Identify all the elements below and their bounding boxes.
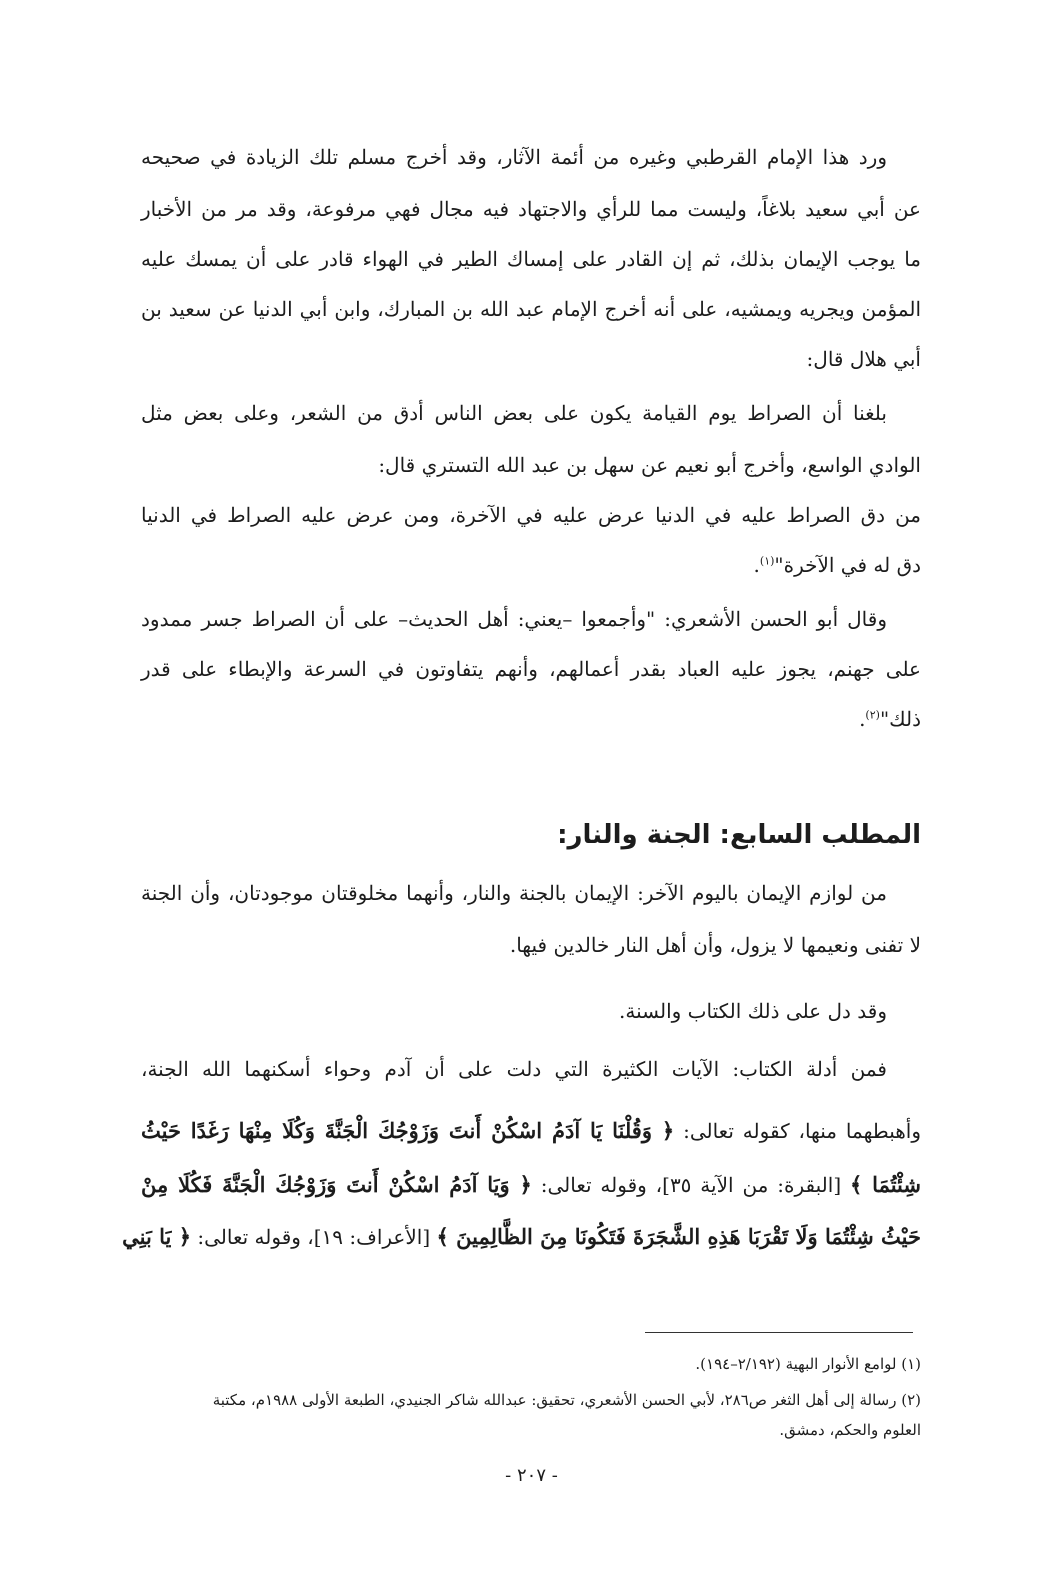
body-line: [122, 1222, 921, 1252]
quran-verse: ﴿ وَيَا آدَمُ اسْكُنْ أَنتَ وَزَوْجُكَ الْجَنَّةَ فَكُلَا مِنْ: [141, 1172, 532, 1197]
quote-text: دق له في الآخرة": [774, 553, 921, 577]
footnote-2: (٢) رسالة إلى أهل الثغر ص٢٨٦، لأبي الحسن الأشعري، تحقيق: عبدالله شاكر الجنيدي، الطبعة الأولى ١٩٨٨م، مكتبة: [212, 1391, 921, 1409]
body-line: [141, 704, 921, 734]
body-line: لا تفنى ونعيمها لا يزول، وأن أهل النار خالدين فيها.: [509, 933, 921, 957]
body-line: عن أبي سعيد بلاغاً، وليست مما للرأي والاجتهاد فيه مجال فهي مرفوعة، وقد مر من الأخبار: [141, 197, 921, 221]
body-line: ما يوجب الإيمان بذلك، ثم إن القادر على إمساك الطير في الهواء قادر على أن يمسك عليه: [141, 247, 921, 271]
body-line: ورد هذا الإمام القرطبي وغيره من أئمة الآثار، وقد أخرج مسلم تلك الزيادة في صحيحه: [141, 145, 887, 169]
quran-verse: ﴿ يَا بَنِي: [122, 1224, 192, 1249]
quote-line: من دق الصراط عليه في الدنيا عرض عليه في الآخرة، ومن عرض عليه الصراط في الدنيا: [141, 503, 921, 527]
quote-line: الوادي الواسع، وأخرج أبو نعيم عن سهل بن عبد الله التستري قال:: [378, 453, 921, 477]
body-line: [141, 1170, 921, 1200]
body-line: على جهنم، يجوز عليه العباد بقدر أعمالهم، وأنهم يتفاوتون في السرعة والإبطاء على قدر: [141, 657, 921, 681]
section-heading: المطلب السابع: الجنة والنار:: [557, 820, 921, 850]
quote-line: [141, 550, 921, 580]
body-text: وأهبطهما منها، كقوله تعالى:: [674, 1119, 922, 1143]
footnote-divider: [645, 1332, 913, 1333]
quran-verse: حَيْثُ شِئْتُمَا وَلَا تَقْرَبَا هَذِهِ الشَّجَرَةَ فَتَكُونَا مِنَ الظَّالِمِينَ ﴾: [436, 1224, 921, 1249]
body-text: [البقرة: من الآية ٣٥]، وقوله تعالى:: [531, 1173, 851, 1197]
body-line: وقال أبو الحسن الأشعري: "وأجمعوا –يعني: أهل الحديث– على أن الصراط جسر ممدود: [141, 607, 887, 631]
quran-verse: شِئْتُمَا ﴾: [850, 1172, 921, 1197]
punctuation: .: [859, 707, 866, 731]
footnote-1: (١) لوامع الأنوار البهية (٢/١٩٢–١٩٤).: [695, 1355, 921, 1373]
body-line: [141, 1116, 921, 1146]
footnote-2-continued: العلوم والحكم، دمشق.: [779, 1421, 921, 1439]
footnote-marker-2: (٢): [865, 708, 880, 722]
footnote-marker-1: (١): [759, 554, 775, 568]
page-number: - ٢٠٧ -: [505, 1465, 558, 1486]
body-text: [الأعراف: ١٩]، وقوله تعالى:: [191, 1225, 437, 1249]
punctuation: .: [753, 553, 760, 577]
body-text: ذلك": [879, 707, 921, 731]
quran-verse: ﴿ وَقُلْنَا يَا آدَمُ اسْكُنْ أَنتَ وَزَوْجُكَ الْجَنَّةَ وَكُلَا مِنْهَا رَغَدًا حَيْثُ: [141, 1118, 675, 1143]
body-line: وقد دل على ذلك الكتاب والسنة.: [619, 999, 887, 1023]
body-line: المؤمن ويجريه ويمشيه، على أنه أخرج الإمام عبد الله بن المبارك، وابن أبي الدنيا عن سعيد بن: [141, 297, 921, 321]
body-line: فمن أدلة الكتاب: الآيات الكثيرة التي دلت على أن آدم وحواء أسكنهما الله الجنة،: [141, 1057, 887, 1081]
quote-line: بلغنا أن الصراط يوم القيامة يكون على بعض الناس أدق من الشعر، وعلى بعض مثل: [141, 401, 887, 425]
body-line: أبي هلال قال:: [806, 347, 921, 371]
body-line: من لوازم الإيمان باليوم الآخر: الإيمان بالجنة والنار، وأنهما مخلوقتان موجودتان، وأن الجنة: [141, 881, 887, 905]
